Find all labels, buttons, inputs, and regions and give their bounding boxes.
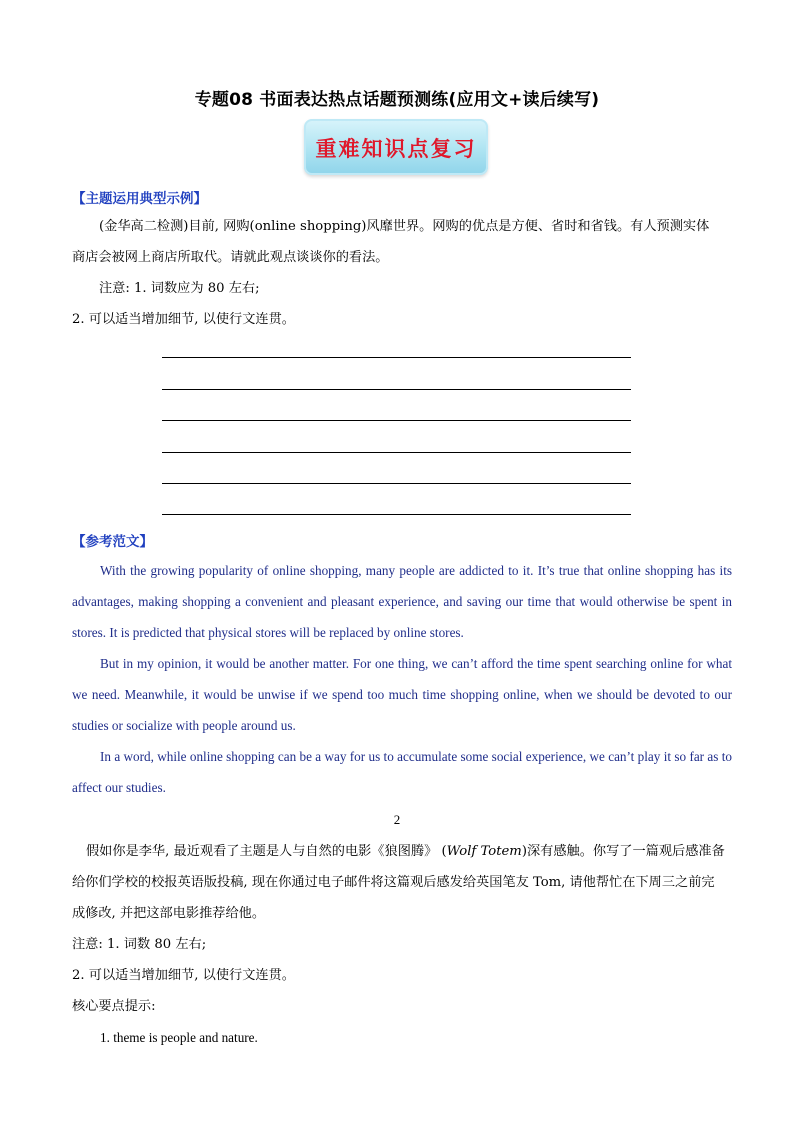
- task1-note2: 2. 可以适当增加细节, 以使行文连贯。: [72, 312, 295, 327]
- model-essay-paragraph-3: In a word, while online shopping can be a way for us to accumulate some social experience, we can’t play it so far as to affect our studies.: [72, 749, 732, 795]
- page-number: 2: [393, 812, 401, 827]
- review-badge: [304, 119, 488, 175]
- task1-prompt-line2: 商店会被网上商店所取代。请就此观点谈谈你的看法。: [72, 250, 389, 265]
- task2-prompt-part-a: 假如你是李华, 最近观看了主题是人与自然的电影《狼图腾》 (: [86, 844, 447, 859]
- badge-label: 重难知识点复习: [315, 136, 477, 161]
- answer-line: [162, 389, 631, 390]
- hint-heading: 核心要点提示:: [72, 999, 156, 1014]
- task1-note1: 注意: 1. 词数应为 80 左右;: [99, 281, 260, 296]
- task2-prompt-part-b: )深有感触。你写了一篇观后感准备给你们学校的校报英语版投稿, 现在你通过电子邮件将这篇观后感发给英国笔友 Tom, 请他帮忙在下周三之前完成修改, 并把这部电影推荐给他。: [72, 844, 725, 921]
- document-title: 专题08 书面表达热点话题预测练(应用文+读后续写): [194, 90, 600, 110]
- task2-note1: 注意: 1. 词数 80 左右;: [72, 937, 207, 952]
- answer-line: [162, 483, 631, 484]
- movie-title-italic: Wolf Totem: [446, 844, 522, 859]
- task2-prompt-paragraph: [72, 836, 726, 929]
- section-heading: 【主题运用典型示例】: [72, 191, 207, 207]
- hint-item-1: 1. theme is people and nature.: [100, 1030, 258, 1045]
- model-essay-heading: 【参考范文】: [72, 534, 153, 550]
- task2-prompt: [72, 836, 726, 1053]
- answer-line: [162, 452, 631, 453]
- model-essay: [72, 555, 732, 803]
- answer-line: [162, 420, 631, 421]
- model-essay-paragraph-2: But in my opinion, it would be another matter. For one thing, we can’t afford the time spent searching online for what we need. Meanwhile, it would be unwise if we spend too much time shopping online, when we should be devoted to our studies or socialize with people around us.: [72, 656, 732, 733]
- model-essay-paragraph-1: With the growing popularity of online shopping, many people are addicted to it. It’s true that online shopping has its advantages, making shopping a convenient and pleasant experience, and saving our time that would otherwise be spent in stores. It is predicted that physical stores will be replaced by online stores.: [72, 563, 732, 640]
- answer-line: [162, 357, 631, 358]
- task1-prompt-line1: (金华高二检测)目前, 网购(online shopping)风靡世界。网购的优点是方便、省时和省钱。有人预测实体: [99, 219, 710, 234]
- answer-line: [162, 514, 631, 515]
- task2-note2: 2. 可以适当增加细节, 以使行文连贯。: [72, 968, 295, 983]
- task1-prompt: [72, 211, 732, 335]
